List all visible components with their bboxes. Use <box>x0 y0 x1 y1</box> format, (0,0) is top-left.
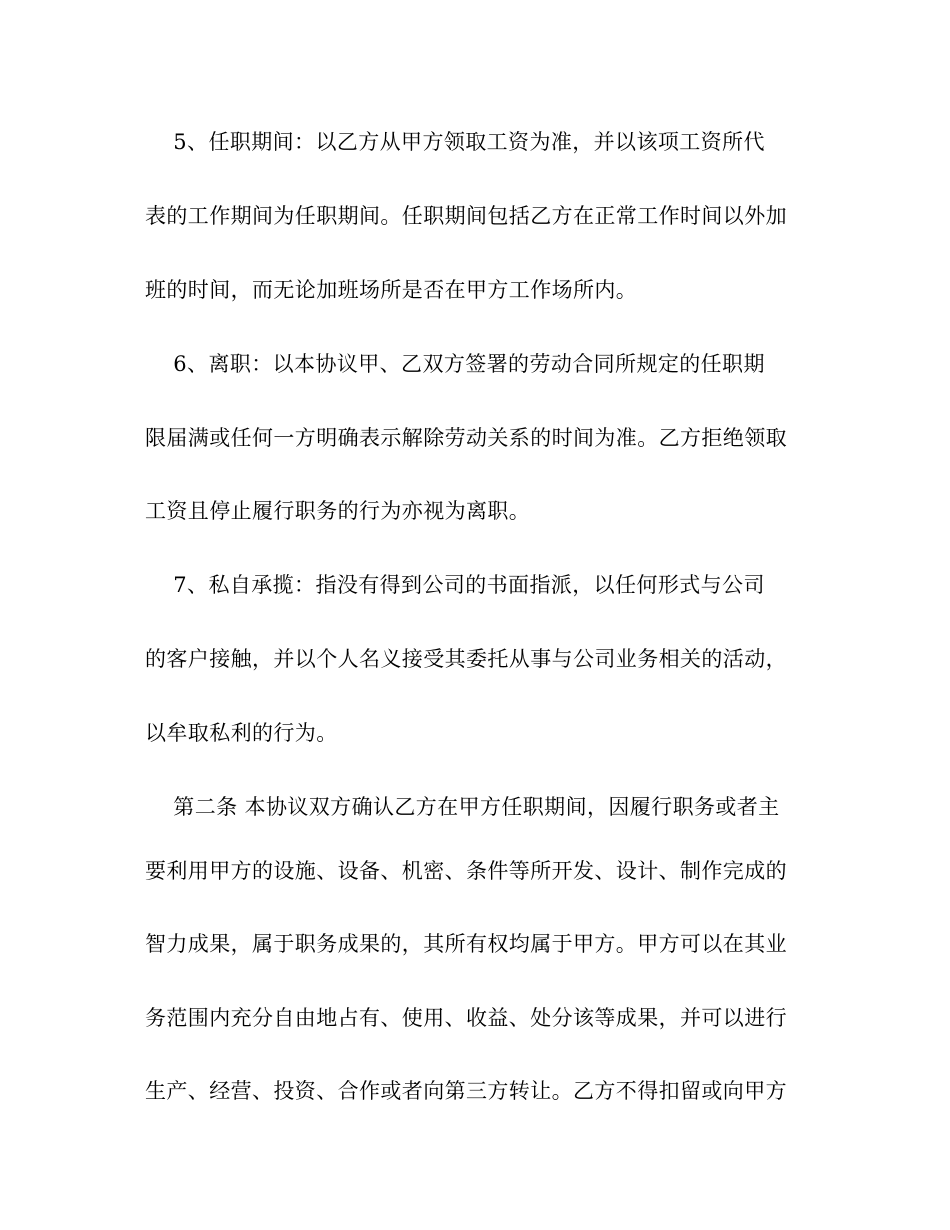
text-line: 的客户接触，并以个人名义接受其委托从事与公司业务相关的活动， <box>145 647 787 671</box>
text-line: 7、私自承揽：指没有得到公司的书面指派，以任何形式与公司 <box>145 573 765 597</box>
text-line: 第二条 本协议双方确认乙方在甲方任职期间，因履行职务或者主 <box>145 795 780 819</box>
text-line: 工资且停止履行职务的行为亦视为离职。 <box>145 499 531 523</box>
text-line: 5、任职期间：以乙方从甲方领取工资为准，并以该项工资所代 <box>145 130 765 154</box>
text-line: 要利用甲方的设施、设备、机密、条件等所开发、设计、制作完成的 <box>145 859 787 883</box>
text-line: 班的时间，而无论加班场所是否在甲方工作场所内。 <box>145 278 638 302</box>
text-line: 表的工作期间为任职期间。任职期间包括乙方在正常工作时间以外加 <box>145 204 787 228</box>
text-line: 生产、经营、投资、合作或者向第三方转让。乙方不得扣留或向甲方 <box>145 1079 787 1103</box>
text-line: 智力成果，属于职务成果的，其所有权均属于甲方。甲方可以在其业 <box>145 932 787 956</box>
text-line: 务范围内充分自由地占有、使用、收益、处分该等成果，并可以进行 <box>145 1006 787 1030</box>
text-line: 限届满或任何一方明确表示解除劳动关系的时间为准。乙方拒绝领取 <box>145 426 787 450</box>
text-line: 6、离职：以本协议甲、乙双方签署的劳动合同所规定的任职期 <box>145 352 765 376</box>
text-line: 以牟取私利的行为。 <box>145 721 338 745</box>
